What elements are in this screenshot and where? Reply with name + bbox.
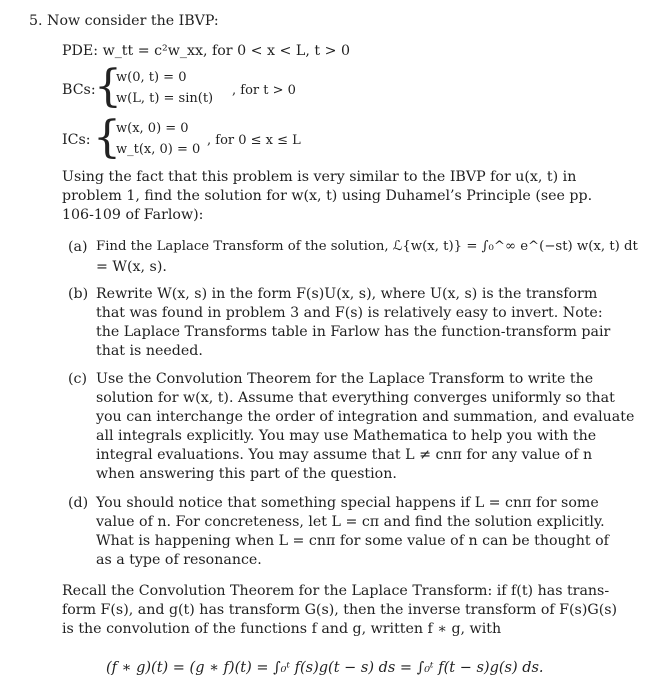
intro-line-2: problem 1, find the solution for w(x, t) using Duhamel’s Principle (see pp. bbox=[62, 188, 593, 204]
part-b-label: (b) bbox=[68, 286, 89, 302]
part-c-line-5: integral evaluations. You may assume that L ≠ cnπ for any value of n bbox=[96, 447, 593, 463]
recall-line-1: Recall the Convolution Theorem for the Laplace Transform: if f(t) has trans- bbox=[62, 583, 610, 599]
ics-condition: , for 0 ≤ x ≤ L bbox=[207, 133, 301, 148]
part-d-line-1: You should notice that something special happens if L = cnπ for some bbox=[96, 495, 599, 511]
part-c-line-4: all integrals explicitly. You may use Mathematica to help you with the bbox=[96, 428, 597, 444]
bcs-brace: { bbox=[94, 61, 122, 112]
problem-heading: 5. Now consider the IBVP: bbox=[29, 13, 219, 29]
part-b-line-4: that is needed. bbox=[96, 343, 203, 359]
pde-equation: PDE: w_tt = c²w_xx, for 0 < x < L, t > 0 bbox=[62, 43, 351, 59]
part-b-line-3: the Laplace Transforms table in Farlow has the function-transform pair bbox=[96, 324, 611, 340]
recall-line-2: form F(s), and g(t) has transform G(s), then the inverse transform of F(s)G(s) bbox=[62, 602, 618, 618]
part-a-line-2: = W(x, s). bbox=[96, 259, 167, 275]
recall-line-3: is the convolution of the functions f and g, written f ∗ g, with bbox=[62, 621, 502, 637]
part-d-line-4: as a type of resonance. bbox=[96, 552, 262, 568]
part-c-line-2: solution for w(x, t). Assume that everything converges uniformly so that bbox=[96, 390, 615, 406]
part-d-line-3: What is happening when L = cnπ for some value of n can be thought of bbox=[96, 533, 609, 549]
bcs-label: BCs: bbox=[62, 82, 96, 98]
bc2: w(L, t) = sin(t) bbox=[116, 91, 214, 106]
bc1: w(0, t) = 0 bbox=[116, 70, 187, 85]
part-a-label: (a) bbox=[68, 239, 88, 255]
ic1: w(x, 0) = 0 bbox=[116, 121, 189, 136]
bcs-condition: , for t > 0 bbox=[232, 83, 296, 98]
ics-label: ICs: bbox=[62, 132, 91, 148]
part-d-label: (d) bbox=[68, 495, 89, 511]
part-b-line-2: that was found in problem 3 and F(s) is relatively easy to invert. Note: bbox=[96, 305, 603, 321]
part-b-line-1: Rewrite W(x, s) in the form F(s)U(x, s), where U(x, s) is the transform bbox=[96, 286, 598, 302]
part-c-line-1: Use the Convolution Theorem for the Laplace Transform to write the bbox=[96, 371, 594, 387]
part-a-line-1: Find the Laplace Transform of the solution, ℒ{w(x, t)} = ∫₀^∞ e^(−st) w(x, t) dt bbox=[96, 239, 638, 254]
part-c-line-6: when answering this part of the question. bbox=[96, 466, 397, 482]
convolution-formula: (f ∗ g)(t) = (g ∗ f)(t) = ∫₀ᵗ f(s)g(t − s) ds = ∫₀ᵗ f(t − s)g(s) ds. bbox=[106, 660, 544, 676]
part-d-line-2: value of n. For concreteness, let L = cπ and find the solution explicitly. bbox=[96, 514, 605, 530]
part-c-line-3: you can interchange the order of integration and summation, and evaluate bbox=[96, 409, 635, 425]
intro-line-3: 106-109 of Farlow): bbox=[62, 207, 204, 223]
intro-line-1: Using the fact that this problem is very similar to the IBVP for u(x, t) in bbox=[62, 169, 577, 185]
ic2: w_t(x, 0) = 0 bbox=[116, 142, 201, 157]
ics-brace: { bbox=[93, 112, 121, 163]
part-c-label: (c) bbox=[68, 371, 88, 387]
